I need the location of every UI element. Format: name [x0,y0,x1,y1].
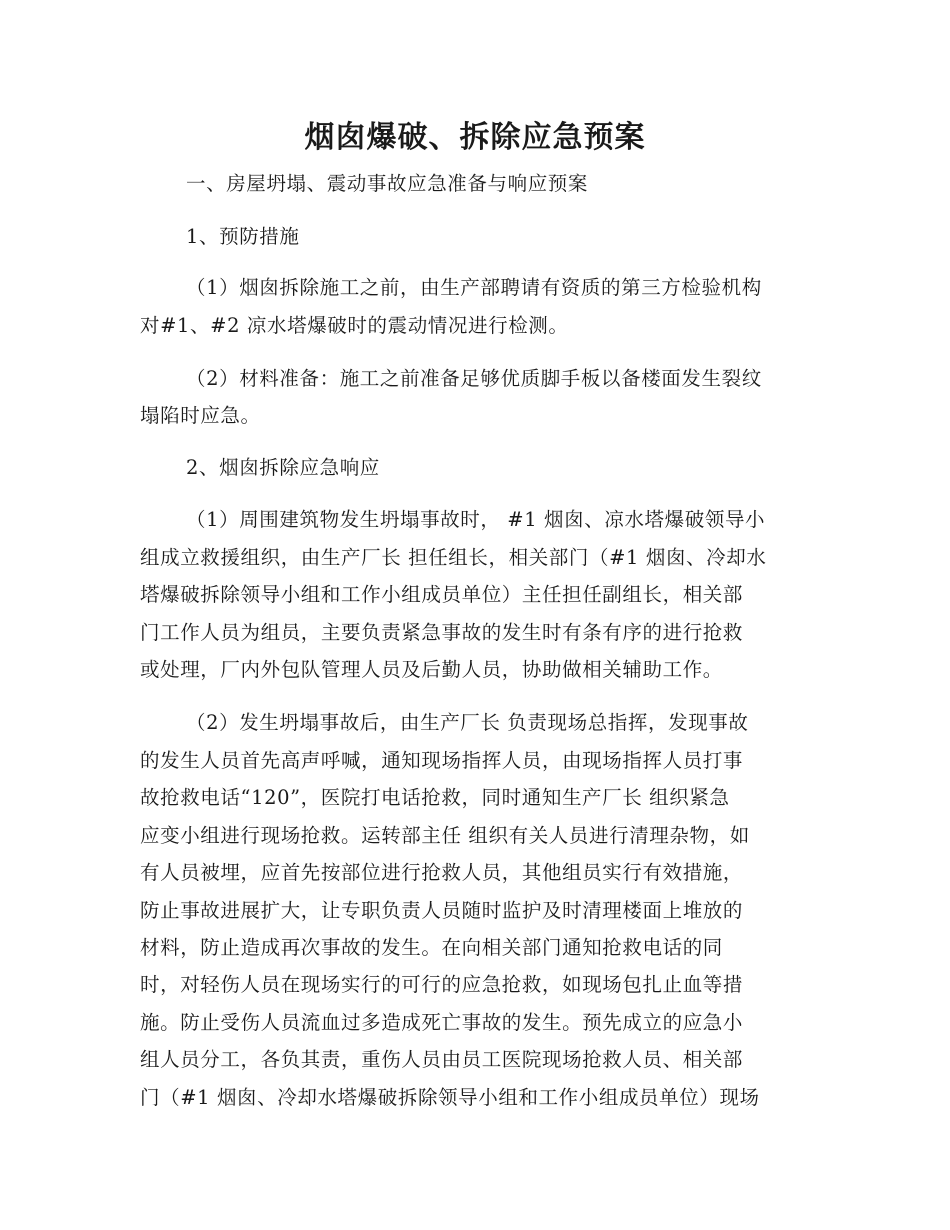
document-title: 烟囱爆破、拆除应急预案 [304,120,646,155]
subsection-heading: 2、烟囱拆除应急响应 [186,456,380,479]
paragraph-line: 材料，防止造成再次事故的发生。在向相关部门通知抢救电话的同 [140,936,723,959]
subsection-heading: 1、预防措施 [186,225,300,248]
paragraph-line: （1）周围建筑物发生坍塌事故时， #1 烟囱、凉水塔爆破领导小 [186,508,766,531]
paragraph-line: 时，对轻伤人员在现场实行的可行的应急抢救，如现场包扎止血等措 [140,973,744,996]
paragraph-line: 塌陷时应急。 [140,404,261,427]
paragraph-line: 门（#1 烟囱、冷却水塔爆破拆除领导小组和工作小组成员单位）现场 [140,1086,760,1109]
paragraph-line: 有人员被埋，应首先按部位进行抢救人员，其他组员实行有效措施， [140,861,744,884]
paragraph-line: 组人员分工，各负其责，重伤人员由员工医院现场抢救人员、相关部 [140,1048,744,1071]
paragraph-line: 防止事故进展扩大，让专职负责人员随时监护及时清理楼面上堆放的 [140,899,744,922]
paragraph-line: 组成立救援组织，由生产厂长 担任组长，相关部门（#1 烟囱、冷却水 [140,546,767,569]
paragraph-line: （1）烟囱拆除施工之前，由生产部聘请有资质的第三方检验机构 [186,276,762,299]
paragraph-line: 对#1、#2 凉水塔爆破时的震动情况进行检测。 [140,314,569,337]
paragraph-line: 或处理，厂内外包队管理人员及后勤人员，协助做相关辅助工作。 [140,658,723,681]
paragraph-line: 门工作人员为组员，主要负责紧急事故的发生时有条有序的进行抢救 [140,621,744,644]
paragraph-line: 应变小组进行现场抢救。运转部主任 组织有关人员进行清理杂物，如 [140,824,750,847]
paragraph-line: （2）材料准备：施工之前准备足够优质脚手板以备楼面发生裂纹 [186,367,762,390]
paragraph-line: （2）发生坍塌事故后，由生产厂长 负责现场总指挥，发现事故 [186,711,749,734]
paragraph-line: 故抢救电话“120”，医院打电话抢救，同时通知生产厂长 组织紧急 [140,786,730,809]
paragraph-line: 塔爆破拆除领导小组和工作小组成员单位）主任担任副组长，相关部 [140,583,744,606]
paragraph-line: 施。防止受伤人员流血过多造成死亡事故的发生。预先成立的应急小 [140,1011,744,1034]
section-heading: 一、房屋坍塌、震动事故应急准备与响应预案 [186,172,589,195]
paragraph-line: 的发生人员首先高声呼喊，通知现场指挥人员，由现场指挥人员打事 [140,749,744,772]
